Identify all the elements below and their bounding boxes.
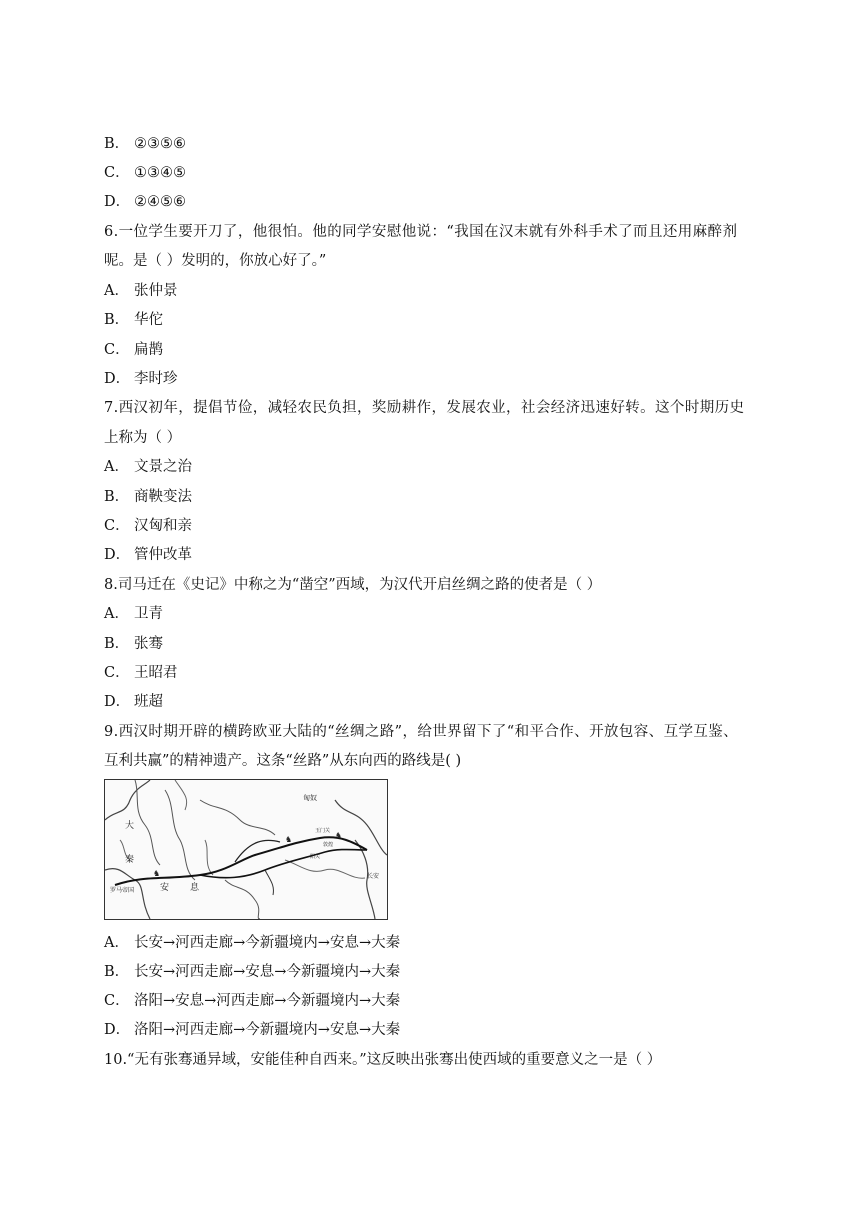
question-7-stem-cont: 上称为（ ） [104, 430, 182, 446]
map-label-xiongnu: 匈奴 [303, 794, 317, 802]
map-label-qin: 秦 [125, 855, 135, 865]
option-d[interactable]: D． ②④⑤⑥ [104, 194, 186, 210]
q7-option-a[interactable]: A． 文景之治 [104, 459, 192, 475]
camel-icon: ♞ [335, 831, 343, 840]
option-c[interactable]: C． ①③④⑤ [104, 165, 186, 181]
map-label-yangguan: 阳关 [310, 854, 321, 860]
map-label-yumen: 玉门关 [315, 828, 331, 834]
silk-road-map-drawing [105, 780, 387, 919]
map-label-xi: 息 [190, 883, 200, 893]
option-b[interactable]: B． ②③⑤⑥ [104, 136, 186, 152]
question-8-stem: 8.司马迁在《史记》中称之为“凿空”西域，为汉代开启丝绸之路的使者是（ ） [104, 577, 602, 593]
question-10-stem: 10.“无有张骞通异域，安能佳种自西来。”这反映出张骞出使西域的重要意义之一是（ ） [104, 1052, 662, 1068]
map-label-an: 安 [160, 883, 170, 893]
map-label-luoma: 罗马帝国 [110, 887, 135, 894]
question-9-stem-cont: 互利共赢”的精神遗产。这条“丝路”从东向西的路线是( ) [104, 753, 462, 769]
question-6-stem-cont: 呢。是（ ）发明的，你放心好了。” [104, 253, 327, 269]
q8-option-d[interactable]: D． 班超 [104, 694, 163, 710]
q7-option-c[interactable]: C． 汉匈和亲 [104, 518, 192, 534]
q8-option-b[interactable]: B． 张骞 [104, 636, 163, 652]
silk-road-map [104, 779, 388, 920]
q6-option-c[interactable]: C． 扁鹊 [104, 342, 163, 358]
map-label-da: 大 [125, 821, 135, 831]
q9-option-b[interactable]: B． 长安→河西走廊→安息→今新疆境内→大秦 [104, 964, 401, 980]
q8-option-a[interactable]: A． 卫青 [104, 606, 163, 622]
q6-option-d[interactable]: D． 李时珍 [104, 371, 178, 387]
q6-option-a[interactable]: A． 张仲景 [104, 283, 178, 299]
question-9-stem: 9.西汉时期开辟的横跨欧亚大陆的“丝绸之路”，给世界留下了“和平合作、开放包容、互学互鉴、 [104, 724, 739, 740]
q9-option-d[interactable]: D． 洛阳→河西走廊→今新疆境内→安息→大秦 [104, 1022, 401, 1038]
camel-icon: ♞ [285, 835, 293, 844]
q7-option-d[interactable]: D． 管仲改革 [104, 547, 192, 563]
question-7-stem: 7.西汉初年，提倡节俭，减轻农民负担，奖励耕作，发展农业，社会经济迅速好转。这个时期历史 [104, 400, 745, 416]
q9-option-a[interactable]: A． 长安→河西走廊→今新疆境内→安息→大秦 [104, 935, 401, 951]
map-label-dunhuang: 敦煌 [323, 842, 334, 848]
q8-option-c[interactable]: C． 王昭君 [104, 665, 178, 681]
camel-icon: ♞ [153, 869, 161, 878]
question-6-stem: 6.一位学生要开刀了，他很怕。他的同学安慰他说：“我国在汉末就有外科手术了而且还用麻醉剂 [104, 224, 738, 240]
q7-option-b[interactable]: B． 商鞅变法 [104, 489, 192, 505]
q9-option-c[interactable]: C． 洛阳→安息→河西走廊→今新疆境内→大秦 [104, 993, 401, 1009]
map-label-changan: 长安 [367, 873, 380, 880]
q6-option-b[interactable]: B． 华佗 [104, 312, 163, 328]
